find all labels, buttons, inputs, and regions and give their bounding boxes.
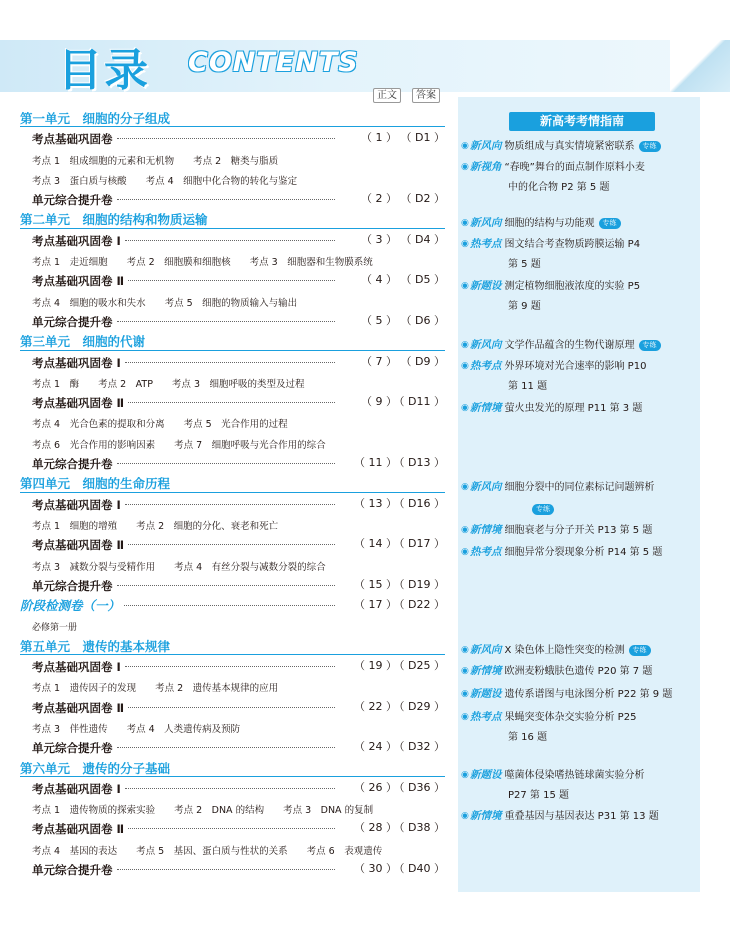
practice-tag[interactable]: 专练	[629, 645, 651, 656]
guide-text: X 染色体上隐性突变的检测	[504, 645, 625, 656]
answer-page-number: （ D36 ）	[393, 780, 445, 794]
entry-title: 考点基础巩固卷 Ⅱ	[32, 274, 125, 289]
unit-title: 第二单元 细胞的结构和物质运输	[20, 212, 208, 228]
leader-dots	[125, 666, 335, 667]
guide-badge: 新视角	[470, 161, 502, 173]
page-number: （ 3 ）	[361, 232, 397, 246]
topic-line: 考点 1 遗传物质的探索实验 考点 2 DNA 的结构 考点 3 DNA 的复制	[32, 805, 374, 817]
answer-page-number: （ D13 ）	[393, 456, 445, 470]
guide-badge: 新风向	[470, 339, 502, 351]
unit-title: 第三单元 细胞的代谢	[20, 334, 146, 350]
guide-text: 细胞异常分裂现象分析 P14 第 5 题	[504, 547, 663, 558]
topic-list	[20, 433, 445, 453]
bullet-icon: ◉	[461, 666, 469, 676]
page-number: （ 1 ）	[361, 131, 397, 145]
topic-list	[20, 291, 445, 311]
guide-item	[461, 234, 678, 275]
page-number: （ 7 ）	[361, 354, 397, 368]
entry-title: 单元综合提升卷	[32, 862, 113, 877]
unit-title: 第四单元 细胞的生命历程	[20, 476, 171, 492]
guide-badge: 热考点	[470, 711, 502, 723]
guide-line	[468, 234, 678, 255]
entry-title: 考点基础巩固卷	[32, 132, 113, 147]
entry-title: 考点基础巩固卷 Ⅱ	[32, 700, 125, 715]
leader-dots	[117, 321, 335, 322]
answer-page-number: （ D11 ）	[393, 395, 445, 409]
topic-list	[20, 250, 445, 270]
page-title: 目录	[58, 45, 150, 96]
guide-line	[468, 640, 678, 661]
guide-item	[461, 806, 678, 827]
leader-dots	[128, 402, 335, 403]
unit-underline	[20, 350, 445, 351]
volume-note: 必修第一册	[32, 623, 78, 634]
topic-list	[20, 149, 445, 169]
guide-item	[461, 398, 678, 419]
leader-dots	[125, 504, 335, 505]
guide-text: 噬菌体侵染嗜热链球菌实验分析	[504, 770, 645, 781]
leader-dots	[117, 199, 335, 200]
entry-title: 单元综合提升卷	[32, 741, 113, 756]
topic-line: 考点 4 基因的表达 考点 5 基因、蛋白质与性状的关系 考点 6 表观遗传	[32, 845, 383, 857]
toc-entry[interactable]	[20, 575, 445, 595]
guide-badge: 热考点	[470, 546, 502, 558]
entry-title: 考点基础巩固卷 Ⅰ	[32, 355, 121, 370]
page-number: （ 28 ）	[354, 821, 397, 835]
guide-text: 外界环境对光合速率的影响 P10	[504, 361, 647, 372]
entry-title: 单元综合提升卷	[32, 193, 113, 208]
guide-text: 细胞衰老与分子开关 P13 第 5 题	[504, 525, 653, 536]
guide-text: “春晚”舞台的面点制作原料小麦	[504, 162, 645, 173]
page-number: （ 4 ）	[361, 273, 397, 287]
answer-page-number: （ D1 ）	[400, 131, 445, 145]
bullet-icon: ◉	[461, 340, 469, 350]
guide-text-continued: 第 5 题	[508, 259, 541, 270]
topic-line: 考点 1 走近细胞 考点 2 细胞膜和细胞核 考点 3 细胞器和生物膜系统	[32, 257, 373, 269]
leader-dots	[117, 747, 335, 748]
answer-page-number: （ D16 ）	[393, 496, 445, 510]
answer-page-number: （ D19 ）	[393, 577, 445, 591]
page-number: （ 17 ）	[354, 598, 397, 612]
guide-item	[461, 520, 678, 541]
guide-item	[461, 335, 678, 356]
toc-entry[interactable]	[20, 392, 445, 412]
guide-line	[468, 213, 678, 234]
toc-entry[interactable]	[20, 656, 445, 676]
guide-badge: 新情境	[470, 810, 502, 822]
stage-test-row[interactable]	[20, 595, 445, 615]
bullet-icon: ◉	[461, 141, 469, 151]
topic-line: 考点 1 酶 考点 2 ATP 考点 3 细胞呼吸的类型及过程	[32, 378, 305, 390]
guide-item	[461, 765, 678, 806]
answer-page-number: （ D38 ）	[393, 821, 445, 835]
leader-dots	[125, 788, 335, 789]
guide-line	[468, 398, 678, 419]
guide-line	[468, 684, 678, 705]
entry-title: 考点基础巩固卷 Ⅰ	[32, 781, 121, 796]
entry-title: 考点基础巩固卷 Ⅰ	[32, 497, 121, 512]
leader-dots	[117, 585, 335, 586]
unit-underline	[20, 492, 445, 493]
toc-entry[interactable]	[20, 697, 445, 717]
bullet-icon: ◉	[461, 361, 469, 371]
practice-tag[interactable]: 专练	[599, 218, 621, 229]
bullet-icon: ◉	[461, 712, 469, 722]
guide-line	[468, 335, 678, 356]
guide-item	[461, 136, 678, 157]
bullet-icon: ◉	[461, 162, 469, 172]
page-number: （ 14 ）	[354, 537, 397, 551]
leader-dots	[117, 869, 335, 870]
leader-dots	[125, 362, 335, 363]
topic-list	[20, 676, 445, 696]
bullet-icon: ◉	[461, 482, 469, 492]
leader-dots	[125, 240, 335, 241]
unit-header	[20, 209, 445, 229]
unit-underline	[20, 654, 445, 655]
guide-text: 图文结合考查物质跨膜运输 P4	[504, 239, 641, 250]
topic-line: 考点 1 组成细胞的元素和无机物 考点 2 糖类与脂质	[32, 155, 279, 167]
guide-text: 果蝇突变体杂交实验分析 P25	[504, 712, 637, 723]
answer-page-number: （ D6 ）	[400, 313, 445, 327]
page-number: （ 2 ）	[361, 192, 397, 206]
unit-underline	[20, 126, 445, 127]
guide-item	[461, 640, 678, 661]
guide-item	[461, 542, 678, 563]
topic-line: 考点 6 光合作用的影响因素 考点 7 细胞呼吸与光合作用的综合	[32, 439, 326, 451]
guide-item	[461, 707, 678, 748]
toc-entry[interactable]	[20, 494, 445, 514]
bullet-icon: ◉	[461, 525, 469, 535]
guide-line	[468, 806, 678, 827]
guide-badge: 新风向	[470, 481, 502, 493]
entry-title: 单元综合提升卷	[32, 314, 113, 329]
guide-line	[468, 520, 678, 541]
topic-list	[20, 412, 445, 432]
practice-tag[interactable]: 专练	[639, 340, 661, 351]
entry-title: 考点基础巩固卷 Ⅱ	[32, 396, 125, 411]
leader-dots	[124, 605, 335, 606]
answer-page-number: （ D2 ）	[400, 192, 445, 206]
guide-line	[468, 276, 678, 297]
answer-page-number: （ D29 ）	[393, 699, 445, 713]
answer-page-number: （ D5 ）	[400, 273, 445, 287]
page-number: （ 24 ）	[354, 740, 397, 754]
toc-entry[interactable]	[20, 311, 445, 331]
guide-line	[468, 500, 678, 520]
bullet-icon: ◉	[461, 811, 469, 821]
bullet-icon: ◉	[461, 547, 469, 557]
page-number: （ 19 ）	[354, 659, 397, 673]
table-of-contents	[20, 108, 445, 879]
topic-line: 考点 4 细胞的吸水和失水 考点 5 细胞的物质输入与输出	[32, 297, 298, 309]
topic-line: 考点 1 遗传因子的发现 考点 2 遗传基本规律的应用	[32, 683, 279, 695]
page-number: （ 15 ）	[354, 577, 397, 591]
guide-text: 细胞分裂中的同位素标记问题辨析	[504, 482, 655, 493]
unit-title: 第一单元 细胞的分子组成	[20, 111, 171, 126]
leader-dots	[128, 544, 335, 545]
guide-text-continued: 第 9 题	[508, 301, 541, 312]
answer-page-number: （ D25 ）	[393, 659, 445, 673]
entry-title: 单元综合提升卷	[32, 457, 113, 472]
page-number: （ 22 ）	[354, 699, 397, 713]
answer-page-number: （ D4 ）	[400, 232, 445, 246]
note-row	[20, 615, 445, 635]
guide-text: 遗传系谱图与电泳图分析 P22 第 9 题	[504, 689, 673, 700]
guide-text-continued: 第 11 题	[508, 381, 548, 392]
entry-title: 考点基础巩固卷 Ⅰ	[32, 660, 121, 675]
leader-dots	[117, 138, 335, 139]
topic-line: 考点 3 伴性遗传 考点 4 人类遗传病及预防	[32, 723, 241, 735]
unit-underline	[20, 228, 445, 229]
toc-entry[interactable]	[20, 352, 445, 372]
page-number: （ 11 ）	[354, 456, 397, 470]
topic-line: 考点 3 减数分裂与受精作用 考点 4 有丝分裂与减数分裂的综合	[32, 561, 326, 573]
guide-badge: 新情境	[470, 402, 502, 414]
topic-line: 考点 3 蛋白质与核酸 考点 4 细胞中化合物的转化与鉴定	[32, 175, 298, 187]
entry-title: 考点基础巩固卷 Ⅱ	[32, 538, 125, 553]
guide-item	[461, 213, 678, 234]
guide-badge: 热考点	[470, 238, 502, 250]
answer-page-number: （ D32 ）	[393, 740, 445, 754]
stage-test-title: 阶段检测卷（一）	[20, 598, 121, 614]
bullet-icon: ◉	[461, 645, 469, 655]
bullet-icon: ◉	[461, 770, 469, 780]
guide-line	[468, 765, 678, 786]
guide-badge: 新题设	[470, 280, 502, 292]
page-number: （ 26 ）	[354, 780, 397, 794]
guide-text: 物质组成与真实情境紧密联系	[504, 141, 635, 152]
exam-guide-title: 新高考考情指南	[509, 112, 655, 131]
page-title-english: CONTENTS	[188, 47, 359, 78]
answer-page-number: （ D17 ）	[393, 537, 445, 551]
toc-entry[interactable]	[20, 270, 445, 290]
bullet-icon: ◉	[461, 689, 469, 699]
leader-dots	[128, 707, 335, 708]
topic-list	[20, 717, 445, 737]
guide-text-continued: P27 第 15 题	[508, 790, 570, 801]
guide-line	[468, 707, 678, 728]
guide-badge: 新风向	[470, 217, 502, 229]
guide-text: 细胞的结构与功能观	[504, 218, 595, 229]
unit-title: 第五单元 遗传的基本规律	[20, 638, 171, 654]
guide-line	[468, 157, 678, 178]
guide-line	[468, 661, 678, 682]
guide-text: 欧洲麦粉蛾肤色遗传 P20 第 7 题	[504, 666, 653, 677]
unit-underline	[20, 776, 445, 777]
bullet-icon: ◉	[461, 239, 469, 249]
practice-tag[interactable]: 专练	[639, 141, 661, 152]
topic-line: 考点 1 细胞的增殖 考点 2 细胞的分化、衰老和死亡	[32, 520, 279, 532]
topic-list	[20, 798, 445, 818]
guide-item	[461, 157, 678, 198]
entry-title: 考点基础巩固卷 Ⅱ	[32, 822, 125, 837]
guide-line	[468, 136, 678, 157]
leader-dots	[117, 463, 335, 464]
page-number: （ 9 ）	[361, 395, 397, 409]
bullet-icon: ◉	[461, 218, 469, 228]
guide-line	[468, 542, 678, 563]
toc-entry[interactable]	[20, 778, 445, 798]
guide-item	[461, 276, 678, 317]
unit-header	[20, 636, 445, 656]
guide-text: 萤火虫发光的原理 P11 第 3 题	[504, 403, 643, 414]
page-number: （ 30 ）	[354, 861, 397, 875]
guide-item	[461, 356, 678, 397]
topic-list	[20, 169, 445, 189]
practice-tag[interactable]: 专练	[532, 504, 554, 515]
topic-list	[20, 839, 445, 859]
entry-title: 考点基础巩固卷 Ⅰ	[32, 233, 121, 248]
text-column-tag: 正文	[373, 88, 401, 103]
guide-item	[461, 661, 678, 682]
guide-badge: 新题设	[470, 688, 502, 700]
guide-line	[468, 477, 678, 498]
answer-column-tag: 答案	[412, 88, 440, 103]
guide-badge: 新情境	[470, 524, 502, 536]
answer-page-number: （ D22 ）	[393, 598, 445, 612]
guide-text: 文学作品蕴含的生物代谢原理	[504, 340, 635, 351]
bullet-icon: ◉	[461, 281, 469, 291]
unit-header	[20, 473, 445, 493]
toc-entry[interactable]	[20, 818, 445, 838]
toc-entry[interactable]	[20, 128, 445, 148]
guide-badge: 新情境	[470, 665, 502, 677]
toc-entry[interactable]	[20, 453, 445, 473]
bullet-icon: ◉	[461, 403, 469, 413]
entry-title: 单元综合提升卷	[32, 578, 113, 593]
guide-badge: 新题设	[470, 769, 502, 781]
toc-entry[interactable]	[20, 189, 445, 209]
guide-badge: 热考点	[470, 360, 502, 372]
topic-list	[20, 555, 445, 575]
guide-text-continued: 第 16 题	[508, 732, 548, 743]
guide-badge: 新风向	[470, 140, 502, 152]
guide-line	[468, 356, 678, 377]
page-number: （ 5 ）	[361, 313, 397, 327]
topic-list	[20, 514, 445, 534]
answer-page-number: （ D40 ）	[393, 861, 445, 875]
page-number: （ 13 ）	[354, 496, 397, 510]
guide-badge: 新风向	[470, 644, 502, 656]
page-fold-corner	[670, 40, 730, 92]
guide-text: 重叠基因与基因表达 P31 第 13 题	[504, 811, 659, 822]
toc-entry[interactable]	[20, 737, 445, 757]
leader-dots	[128, 828, 335, 829]
guide-text: 测定植物细胞液浓度的实验 P5	[504, 281, 641, 292]
leader-dots	[128, 280, 335, 281]
answer-page-number: （ D9 ）	[400, 354, 445, 368]
unit-header	[20, 331, 445, 351]
toc-entry[interactable]	[20, 534, 445, 554]
guide-text-continued: 中的化合物 P2 第 5 题	[508, 182, 610, 193]
topic-line: 考点 4 光合色素的提取和分离 考点 5 光合作用的过程	[32, 419, 288, 431]
toc-entry[interactable]	[20, 230, 445, 250]
unit-title: 第六单元 遗传的分子基础	[20, 760, 171, 776]
unit-header	[20, 108, 445, 128]
toc-entry[interactable]	[20, 859, 445, 879]
unit-header	[20, 758, 445, 778]
topic-list	[20, 372, 445, 392]
guide-item	[461, 684, 678, 705]
guide-item	[461, 477, 678, 520]
